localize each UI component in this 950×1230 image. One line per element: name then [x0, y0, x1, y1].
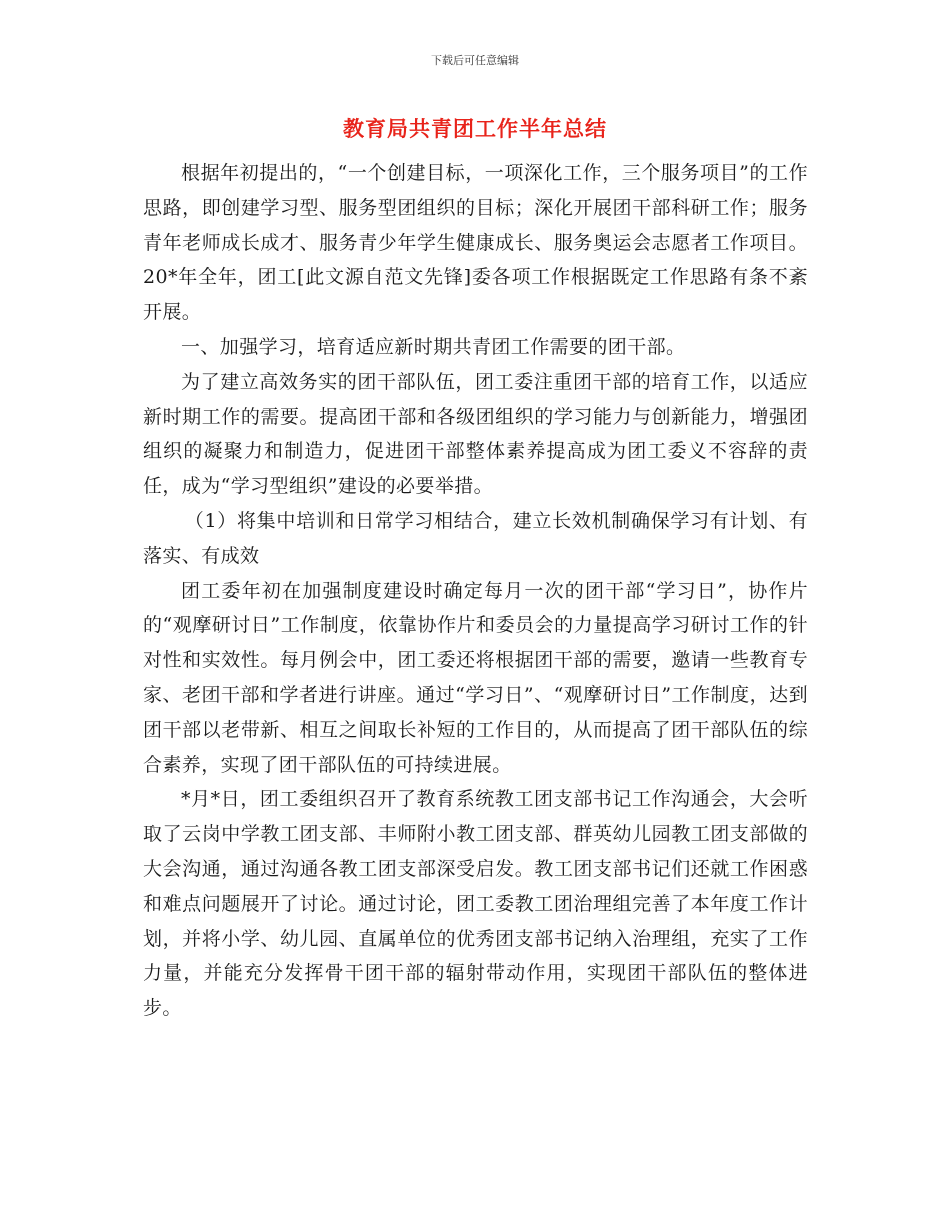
- document-body: [143, 156, 808, 1026]
- paragraph-intro: 根据年初提出的，“一个创建目标，一项深化工作，三个服务项目”的工作思路，即创建学习型、服务型团组织的目标；深化开展团干部科研工作；服务青年老师成长成才、服务青少年学生健康成长、服务奥运会志愿者工作项目。20*年全年，团工[此文源自范文先锋]委各项工作根据既定工作思路有条不紊开展。: [143, 162, 808, 324]
- paragraph-study-day: 团工委年初在加强制度建设时确定每月一次的团干部“学习日”，协作片的“观摩研讨日”工作制度，依靠协作片和委员会的力量提高学习研讨工作的针对性和实效性。每月例会中，团工委还将根据团干部的需要，邀请一些教育专家、老团干部和学者进行讲座。通过“学习日”、“观摩研讨日”工作制度，达到团干部以老带新、相互之间取长补短的工作目的，从而提高了团干部队伍的综合素养，实现了团干部队伍的可持续进展。: [143, 579, 808, 776]
- paragraph-meeting: *月*日，团工委组织召开了教育系统教工团支部书记工作沟通会，大会听取了云岗中学教工团支部、丰师附小教工团支部、群英幼儿园教工团支部做的大会沟通，通过沟通各教工团支部深受启发。教工团支部书记们还就工作困惑和难点问题展开了讨论。通过讨论，团工委教工团治理组完善了本年度工作计划，并将小学、幼儿园、直属单位的优秀团支部书记纳入治理组，充实了工作力量，并能充分发挥骨干团干部的辐射带动作用，实现团干部队伍的整体进步。: [143, 788, 808, 1020]
- subheading-1: （1）将集中培训和日常学习相结合，建立长效机制确保学习有计划、有落实、有成效: [143, 509, 808, 567]
- paragraph-training: 为了建立高效务实的团干部队伍，团工委注重团干部的培育工作，以适应新时期工作的需要。提高团干部和各级团组织的学习能力与创新能力，增强团组织的凝聚力和制造力，促进团干部整体素养提高成为团工委义不容辞的责任，成为“学习型组织”建设的必要举措。: [143, 370, 808, 498]
- section-heading-1: 一、加强学习，培育适应新时期共青团工作需要的团干部。: [181, 335, 686, 358]
- header-note: 下载后可任意编辑: [431, 54, 519, 67]
- document-title: 教育局共青团工作半年总结: [343, 117, 607, 141]
